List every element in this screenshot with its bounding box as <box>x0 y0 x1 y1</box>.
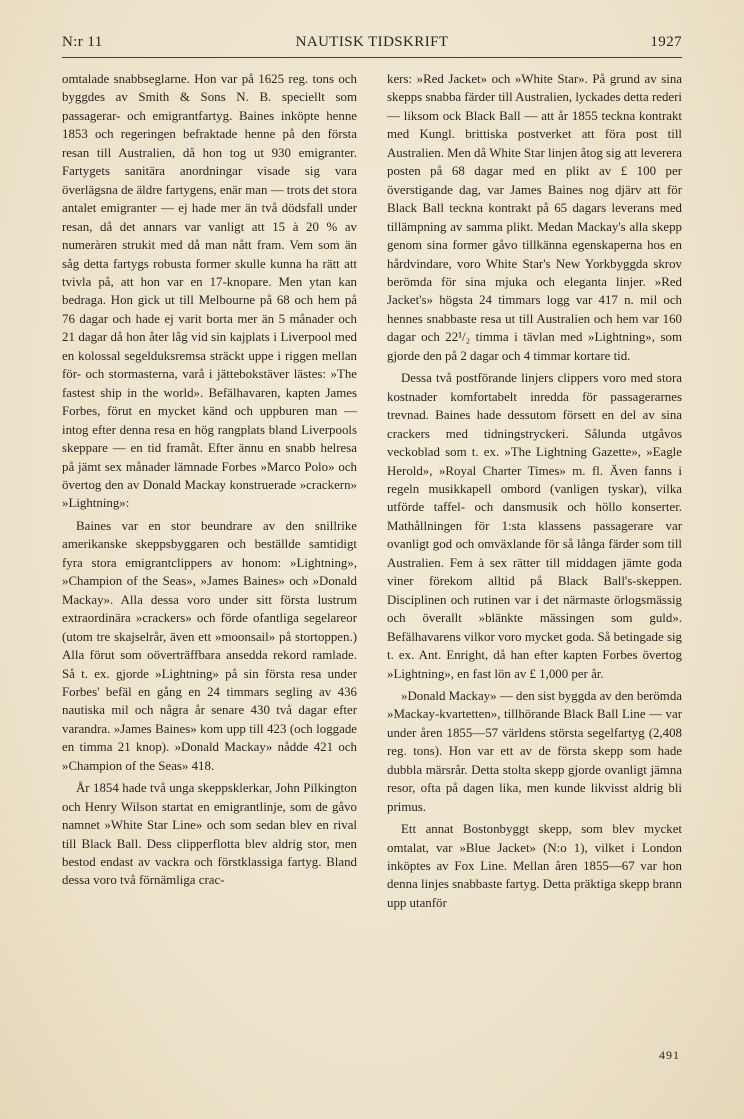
paragraph: Baines var en stor beundrare av den snillrike amerikanske skeppsbyggaren och beställde samtidigt fyra stora emigrantclippers av honom: »Lightning», »Champion of the Seas», »James Baines» och »Donald Mackay». Alla dessa voro under sitt första lustrum extraordinära »crackers» och förde ofantliga segelareor (utom tre skajselrår, även ett »moonsail» på stortoppen.) Alla förut som oöverträffbara ansedda rekord ramlade. Så t. ex. gjorde »Lightning» på sin första resa under Forbes' befäl en gång en 24 timmars segling av 436 nautiska mil och några år senare 430 två dagar efter varandra. »James Baines» kom upp till 423 (och loggade en timma 21 knop). »Donald Mackay» nådde 421 och »Champion of the Seas» 418. <box>62 518 357 773</box>
header-rule <box>62 57 682 58</box>
paragraph: Dessa två postförande linjers clippers voro med stora kostnader komfortabelt inredda för passagerarnes trevnad. Baines hade dessutom försett en del av sina crackers med tidningstryckeri. Sålunda utgåvos veckoblad som t. ex. »The Lightning Gazette», »Eagle Herold», »Royal Charter Times» m. fl. Även fanns i regeln musikkapell ombord (vanligen tyskar), vilka utförde taffel- och dansmusik och höllo konserter. Mathållningen för 1:sta klassens passagerare var ovanligt god och omväxlande för så långa färder som till Australien. Fem à sex rätter till middagen jämte goda viner förekom alltid på Black Ball's-skeppen. Disciplinen och rutinen var i det närmaste örlogsmässig och överallt »blänkte mässingen som guld». Befälhavarens vilkor voro mycket goda. Så betingade sig t. ex. Ant. Enright, då han efter kapten Forbes övertog »Lightning», en fast lön av £ 1,000 per år. <box>387 371 682 681</box>
paragraph: »Donald Mackay» — den sist byggda av den berömda »Mackay-kvartetten», tillhörande Black Ball Line — var under åren 1855—57 världens största segelfartyg (2,408 reg. tons). Hon var ett av de första skepp som hade dubbla märsrår. Detta stolta skepp gjorde ovanligt jämna resor, ofta på dagen lika, men kunde likvisst aldrig bli primus. <box>387 688 682 814</box>
paragraph: kers: »Red Jacket» och »White Star». På grund av sina skepps snabba färder till Australien, lyckades detta rederi — liksom ock Black Ball — att år 1855 teckna kontrakt med Kungl. brittiska postverket att föra post till Australien. Men då White Star linjen åtog sig att leverera posten på 68 dagar med en plikt av £ 100 per överstigande dag, var James Baines nog djärv att för Black Ball teckna kontrakt på 65 dagars leverans med tillämpning av samma plikt. Medan Mackay's alla skepp genom sina former gåvo tillkänna egenskaperna hos en hårdvindare, voro White Star's New Yorkbyggda skrov berömda för sina mjuka och eleganta linjer. »Red Jacket's» högsta 24 timmars logg var 417 n. mil och hennes snabbaste resa ut till Australien och hem var 160 dagar och 22¹/₂ timma i tävlan med »Lightning», som gjorde den på 2 dagar och 4 timmar kortare tid. <box>387 72 682 363</box>
publication-year: 1927 <box>650 34 682 50</box>
paragraph: År 1854 hade två unga skeppsklerkar, John Pilkington och Henry Wilson startat en emigrantlinje, som de gåvo namnet »White Star Line» och som sedan blev en rival till Black Ball. Dess clipperflotta blev aldrig stor, men bestod endast av vackra och förstklassiga fartyg. Bland dessa voro två förnämliga crac- <box>62 781 357 888</box>
running-header <box>62 34 682 56</box>
left-column <box>62 70 357 890</box>
page-number: 491 <box>659 1048 680 1062</box>
journal-title: NAUTISK TIDSKRIFT <box>295 34 449 50</box>
right-column <box>387 70 682 912</box>
paragraph: Ett annat Bostonbyggt skepp, som blev mycket omtalat, var »Blue Jacket» (N:o 1), vilket i London inköptes av Fox Line. Mellan åren 1855—67 var hon denna linjes snabbaste fartyg. Detta präktiga skepp brann upp utanför <box>387 822 682 910</box>
issue-number: N:r 11 <box>62 34 103 50</box>
paragraph: omtalade snabbseglarne. Hon var på 1625 reg. tons och byggdes av Smith & Sons N. B. speciellt som passagerar- och emigrantfartyg. Baines inköpte henne 1853 och regeringen befraktade henne på den första resan till Australien, då hon tog ut 930 emigranter. Fartygets sanitära anordningar visade sig vara överlägsna de äldre fartygens, enär man — trots det stora antalet emigranter — ej hade mer än två dödsfall under resan, då det annars var vanligt att 15 à 20 % av numeràren strukit med då man nått fram. Vem som än såg detta fartygs robusta former skulle kunna ha rätt att tvivla på, att hon var en 17-knopare. Men ytan kan bedraga. Hon gick ut till Melbourne på 68 och hem på 76 dagar och hade ej varit borta mer än 5 månader och 21 dagar då hon åter låg vid sin kajplats i Liverpool med en kolossal segelduksremsa sträckt uppe i riggen mellan för- och stormasterna, varå i jättebokstäver lästes: »The fastest ship in the world». Befälhavaren, kapten James Forbes, förut en mycket känd och uppburen man — intog efter denna resa en hög rangplats bland Liverpools skeppare — en tid framåt. Efter ännu en snabb helresa på jämt sex månader lämnade Forbes »Marco Polo» och övertog den av Donald Mackay konstruerade »crackern» »Lightning»: <box>62 72 357 511</box>
